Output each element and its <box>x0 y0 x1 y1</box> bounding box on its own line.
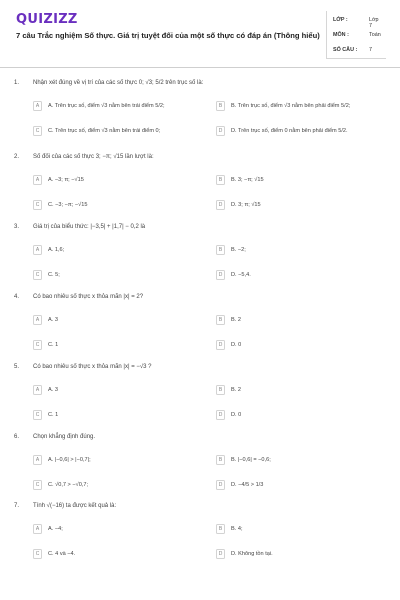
option-letter-box: C <box>33 270 42 280</box>
option-text: C. 1 <box>48 411 59 418</box>
option-text: B. 4; <box>231 525 243 532</box>
option-text: A. −4; <box>48 525 63 532</box>
option-text: B. |−0,6| = −0,6; <box>231 456 271 463</box>
option-letter-box: B <box>216 245 225 255</box>
answer-option-c[interactable] <box>33 125 208 138</box>
option-text: D. 0 <box>231 341 242 348</box>
question-number: 6. <box>14 434 20 440</box>
answer-option-d[interactable] <box>216 548 391 561</box>
option-letter-box: A <box>33 101 42 111</box>
option-letter-box: C <box>33 200 42 210</box>
option-letter-box: B <box>216 385 225 395</box>
answer-option-b[interactable] <box>216 174 391 187</box>
option-text: A. 3 <box>48 316 58 323</box>
answer-option-d[interactable] <box>216 479 391 492</box>
meta-value: 7 <box>369 47 372 53</box>
question-number: 2. <box>14 154 20 160</box>
option-text: D. Không tồn tại. <box>231 550 273 557</box>
answer-option-a[interactable] <box>33 244 208 257</box>
option-text: A. −3; π; −√15 <box>48 176 84 183</box>
option-letter-box: C <box>33 126 42 136</box>
option-letter-box: A <box>33 455 42 465</box>
meta-box <box>326 11 386 59</box>
option-letter-box: A <box>33 315 42 325</box>
option-letter-box: C <box>33 340 42 350</box>
question-number: 1. <box>14 80 20 86</box>
option-text: B. 2 <box>231 316 241 323</box>
question-number: 5. <box>14 364 20 370</box>
meta-value: Lớp 7 <box>369 17 379 29</box>
question-number: 3. <box>14 224 20 230</box>
answer-option-d[interactable] <box>216 409 391 422</box>
option-text: C. √0,7 > −√0,7; <box>48 481 89 488</box>
answer-option-c[interactable] <box>33 269 208 282</box>
answer-option-a[interactable] <box>33 454 208 467</box>
answer-option-d[interactable] <box>216 269 391 282</box>
meta-label: SỐ CÂU : <box>333 47 358 53</box>
answer-option-d[interactable] <box>216 339 391 352</box>
option-letter-box: D <box>216 200 225 210</box>
question-text: Chọn khẳng định đúng. <box>33 434 96 440</box>
answer-option-b[interactable] <box>216 523 391 536</box>
option-letter-box: B <box>216 175 225 185</box>
option-letter-box: A <box>33 385 42 395</box>
answer-option-c[interactable] <box>33 548 208 561</box>
option-letter-box: B <box>216 524 225 534</box>
question-text: Nhận xét đúng về vị trí của các số thực 0; √3; 5/2 trên trục số là: <box>33 80 204 86</box>
option-text: A. 1,6; <box>48 246 65 253</box>
option-letter-box: B <box>216 455 225 465</box>
answer-option-a[interactable] <box>33 174 208 187</box>
question-text: Tính √(−16) ta được kết quả là: <box>33 503 117 509</box>
option-text: C. −3; −π; −√15 <box>48 201 88 208</box>
option-letter-box: D <box>216 549 225 559</box>
option-text: C. 5; <box>48 271 60 278</box>
answer-option-b[interactable] <box>216 244 391 257</box>
option-letter-box: D <box>216 340 225 350</box>
option-letter-box: A <box>33 175 42 185</box>
answer-option-c[interactable] <box>33 339 208 352</box>
quizizz-logo: QUIZIZZ <box>16 12 78 27</box>
option-text: D. −4/5 > 1/3 <box>231 481 264 488</box>
answer-option-a[interactable] <box>33 523 208 536</box>
option-letter-box: D <box>216 126 225 136</box>
option-letter-box: C <box>33 410 42 420</box>
option-text: B. Trên trục số, điểm √3 nằm bên phải điểm 5/2; <box>231 102 351 109</box>
question-number: 4. <box>14 294 20 300</box>
answer-option-b[interactable] <box>216 384 391 397</box>
option-text: A. 3 <box>48 386 58 393</box>
option-letter-box: A <box>33 524 42 534</box>
answer-option-a[interactable] <box>33 314 208 327</box>
option-letter-box: B <box>216 315 225 325</box>
option-text: D. 3; π; √15 <box>231 201 261 208</box>
question-text: Có bao nhiêu số thực x thỏa mãn |x| = 2? <box>33 294 144 300</box>
option-text: B. 2 <box>231 386 241 393</box>
option-text: B. 3; −π; √15 <box>231 176 264 183</box>
option-letter-box: B <box>216 101 225 111</box>
answer-option-b[interactable] <box>216 100 391 113</box>
meta-label: MÔN : <box>333 32 349 38</box>
answer-option-b[interactable] <box>216 454 391 467</box>
question-number: 7. <box>14 503 20 509</box>
answer-option-c[interactable] <box>33 199 208 212</box>
option-text: A. |−0,6| > |−0,7|; <box>48 456 91 463</box>
option-letter-box: D <box>216 410 225 420</box>
option-letter-box: D <box>216 480 225 490</box>
option-text: A. Trên trục số, điểm √3 nằm bên trái điểm 5/2; <box>48 102 165 109</box>
answer-option-d[interactable] <box>216 125 391 138</box>
option-letter-box: C <box>33 480 42 490</box>
option-letter-box: A <box>33 245 42 255</box>
option-text: B. −2; <box>231 246 246 253</box>
option-text: D. 0 <box>231 411 242 418</box>
answer-option-c[interactable] <box>33 409 208 422</box>
option-text: C. 4 và −4. <box>48 550 76 557</box>
answer-option-b[interactable] <box>216 314 391 327</box>
worksheet-header <box>0 0 400 68</box>
answer-option-a[interactable] <box>33 100 208 113</box>
answer-option-a[interactable] <box>33 384 208 397</box>
meta-value: Toán <box>369 32 381 38</box>
option-text: D. −5,4. <box>231 271 251 278</box>
answer-option-c[interactable] <box>33 479 208 492</box>
option-text: C. Trên trục số, điểm √3 nằm bên trái điểm 0; <box>48 127 161 134</box>
question-text: Có bao nhiêu số thực x thỏa mãn |x| = −√3 ? <box>33 364 152 370</box>
option-text: D. Trên trục số, điểm 0 nằm bên phải điểm 5/2. <box>231 127 348 134</box>
option-text: C. 1 <box>48 341 59 348</box>
worksheet-title: 7 câu Trắc nghiệm Số thực. Giá trị tuyệt đối của một số thực có đáp án (Thông hiểu) <box>16 31 320 40</box>
question-text: Số đối của các số thực 3; −π; √15 lần lượt là: <box>33 154 154 160</box>
option-letter-box: D <box>216 270 225 280</box>
option-letter-box: C <box>33 549 42 559</box>
question-text: Giá trị của biểu thức: |−3,5| + |1,7| − 0,2 là <box>33 224 146 230</box>
answer-option-d[interactable] <box>216 199 391 212</box>
meta-label: LỚP : <box>333 17 348 23</box>
